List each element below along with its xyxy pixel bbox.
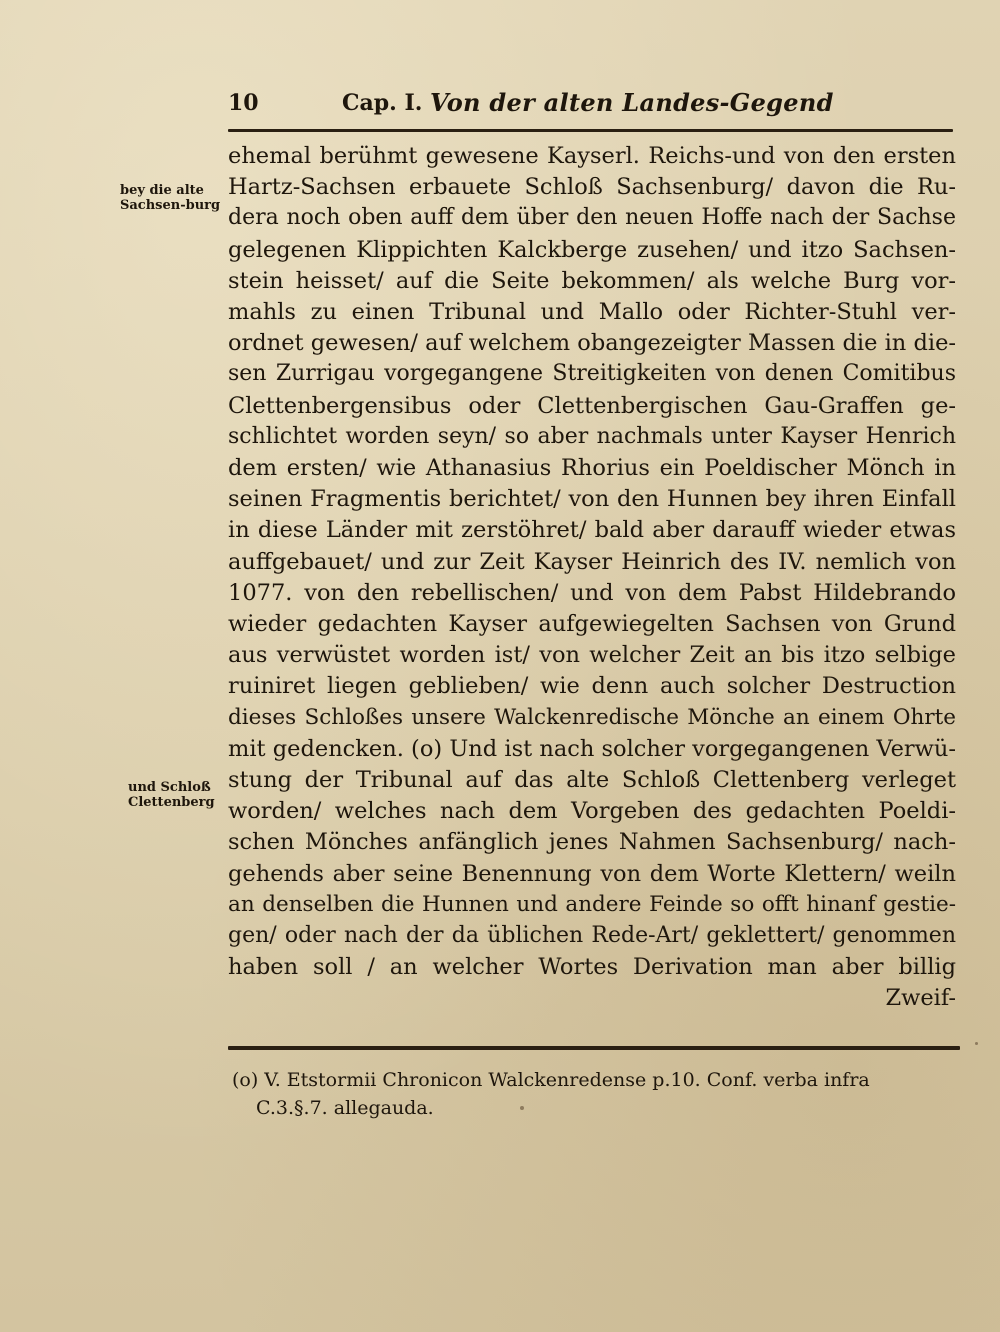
footnote-line: (o) V. Etstormii Chronicon Walckenredense p.10. Conf. verba infra — [232, 1069, 870, 1091]
text-line: in diese Länder mit zerstöhret/ bald aber darauff wieder etwas — [228, 517, 956, 544]
text-line: stein heisset/ auf die Seite bekommen/ als welche Burg vor- — [228, 267, 956, 294]
margin-note-sachsenburg: bey die alte Sachsen-burg — [120, 183, 221, 213]
text-line: auffgebauet/ und zur Zeit Kayser Heinrich des IV. nemlich von — [228, 548, 956, 575]
ink-speck — [975, 1042, 978, 1045]
text-line: an denselben die Hunnen und andere Feinde so offt hinanf gestie- — [228, 891, 956, 917]
text-line: ehemal berühmt gewesene Kayserl. Reichs-und von den ersten — [228, 143, 956, 169]
page-number: 10 — [228, 90, 259, 116]
text-line: gen/ oder nach der da üblichen Rede-Art/ geklettert/ genommen — [228, 923, 956, 948]
text-line: Zweif- — [885, 985, 956, 1012]
text-line: stung der Tribunal auf das alte Schloß Clettenberg verleget — [228, 767, 956, 793]
text-line: mahls zu einen Tribunal und Mallo oder Richter-Stuhl ver- — [228, 299, 956, 325]
text-line: gehends aber seine Benennung von dem Worte Klettern/ weiln — [228, 860, 956, 887]
text-line: haben soll / an welcher Wortes Derivation man aber billig — [228, 954, 956, 981]
text-line: ruiniret liegen geblieben/ wie denn auch solcher Destruction — [228, 673, 956, 700]
footnote-rule — [228, 1046, 960, 1050]
text-line: 1077. von den rebellischen/ und von dem Pabst Hildebrando — [228, 579, 956, 606]
text-line: seinen Fragmentis berichtet/ von den Hunnen bey ihren Einfall — [228, 486, 956, 513]
text-line: sen Zurrigau vorgegangene Streitigkeiten von denen Comitibus — [228, 361, 956, 387]
ink-speck — [520, 1106, 524, 1110]
running-header — [220, 86, 960, 126]
text-line: aus verwüstet worden ist/ von welcher Zeit an bis itzo selbige — [228, 642, 956, 669]
text-line: Hartz-Sachsen erbauete Schloß Sachsenburg/ davon die Ru- — [228, 174, 956, 201]
chapter-label: Cap. I. — [342, 90, 423, 116]
text-line: worden/ welches nach dem Vorgeben des gedachten Poeldi- — [228, 798, 956, 825]
text-line: Clettenbergensibus oder Clettenbergischen Gau-Graffen ge- — [228, 392, 956, 419]
text-line: schlichtet worden seyn/ so aber nachmals unter Kayser Henrich — [228, 423, 956, 449]
text-line: wieder gedachten Kayser aufgewiegelten Sachsen von Grund — [228, 611, 956, 637]
footnote-line: C.3.§.7. allegauda. — [256, 1097, 434, 1119]
margin-note-clettenberg: und Schloß Clettenberg — [128, 780, 215, 810]
header-rule — [228, 129, 953, 132]
text-line: ordnet gewesen/ auf welchem obangezeigter Massen die in die- — [228, 330, 956, 357]
running-title: Von der alten Landes-Gegend — [430, 88, 834, 117]
text-line: dem ersten/ wie Athanasius Rhorius ein Poeldischer Mönch in — [228, 455, 956, 481]
text-line: dera noch oben auff dem über den neuen Hoffe nach der Sachse — [228, 205, 956, 231]
text-line: gelegenen Klippichten Kalckberge zusehen/ und itzo Sachsen- — [228, 236, 956, 263]
text-line: schen Mönches anfänglich jenes Nahmen Sachsenburg/ nach- — [228, 829, 956, 856]
text-line: mit gedencken. (o) Und ist nach solcher vorgegangenen Verwü- — [228, 735, 956, 762]
text-line: dieses Schloßes unsere Walckenredische Mönche an einem Ohrte — [228, 704, 956, 730]
